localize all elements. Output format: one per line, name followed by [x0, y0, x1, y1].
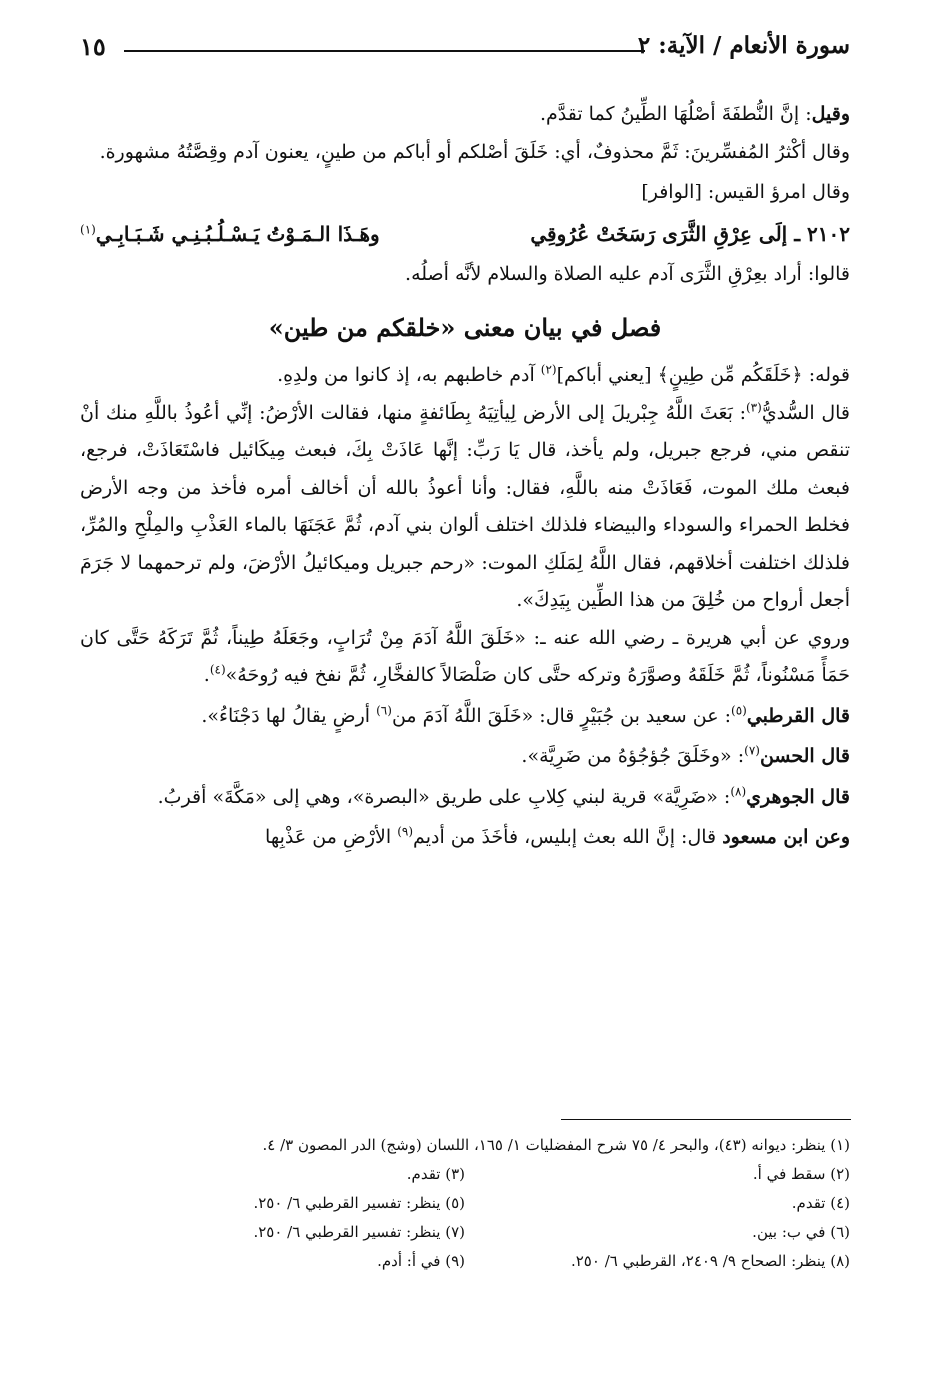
footnote-ref: (٨) — [730, 784, 747, 799]
page-number: ١٥ — [80, 32, 106, 61]
footnote-row — [80, 1160, 850, 1189]
header-rule — [124, 50, 645, 52]
paragraph: قوله: ﴿خَلَقَكُم مِّن طِينٍ﴾ [يعني أباكم]$^{(٢)}$ آدم خاطبهم به، إذ كانوا من ولدِهِ. — [277, 362, 850, 386]
section-heading: فصل في بيان معنى «خلقكم من طين» — [268, 313, 662, 342]
poetry-verse — [80, 212, 850, 256]
paragraph: وروي عن أبي هريرة ـ رضي الله عنه ـ: «خَلَقَ اللَّهُ آدَمَ مِنْ تُرَابٍ، وجَعَلَهُ طِيناً، ثُمَّ تَرَكَهُ حَتَّى كان حَمَأً مَسْنُوناً، ثُمَّ خَلَقَهُ وصوَّرَهُ وتركه حتَّى كان صَلْصَالاً كالفخَّارِ، ثُمَّ نفخ فيه رُوحَهُ»$^{(٤)}$. — [80, 626, 850, 686]
paragraph: وقال امرؤ القيس: [الوافر] — [641, 181, 850, 203]
footnote: (٩) في أ: أدم. — [377, 1252, 465, 1270]
verse-first-hemistich: ٢١٠٢ ـ إلَى عِرْقِ الثَّرَى رَسَخَتْ عُرُوقِي — [530, 221, 850, 246]
footnotes — [80, 1131, 850, 1276]
footnote-row — [80, 1218, 850, 1247]
footnote-separator — [561, 1119, 851, 1120]
footnote: (٥) ينظر: تفسير القرطبي ٦/ ٢٥٠. — [253, 1194, 465, 1212]
main-text — [80, 96, 850, 857]
footnote-ref: (٥) — [731, 703, 747, 718]
verse-number: ٢١٠٢ ـ — [794, 221, 850, 246]
paragraph: وعن ابن مسعود قال: إنَّ الله بعث إبليس، فأخَذَ من أديم$^{(٩)}$ الأرْضِ من عَذْبِها — [265, 824, 850, 848]
footnote: (١) ينظر: ديوانه (٤٣)، والبحر ٤/ ٧٥ شرح المفضليات ١/ ١٦٥، اللسان (وشج) الدر المصون ٣/ ٤. — [262, 1136, 850, 1154]
footnote-ref: (٦) — [376, 703, 392, 718]
verse-second-hemistich: وهَـذَا الـمَـوْتُ يَـسْـلُـبُـنِـي شَـبَـابِـي$^{(١)}$ — [80, 221, 380, 246]
footnote-ref: (٣) — [745, 400, 762, 415]
footnote: (٨) ينظر: الصحاح ٩/ ٢٤٠٩، القرطبي ٦/ ٢٥٠. — [570, 1252, 850, 1270]
footnote-ref: (٤) — [209, 662, 226, 677]
footnote-ref: (١) — [80, 221, 96, 236]
footnote-row — [80, 1189, 850, 1218]
paragraph: قال السُّديُّ$^{(٣)}$: بَعَثَ اللَّهُ جِبْريلَ إلى الأرض لِيأتِيَهُ بِطَائفةٍ منها، فقالت الأرْضُ: إنِّي أعُوذُ باللَّهِ منك أنْ تنقص مني، فرجع جبريل، ولم يأخذ، قال يَا رَبِّ: إنَّها عَاذَتْ بِكَ، فبعث مِيكَائيل فاسْتَعَاذَتْ، فرجع، فبعث ملك الموت، فَعَاذَتْ منه باللَّهِ، فقال: وأنا أعوذُ بالله أن أخالف أمره فأخذ من وجه الأرض فخلط الحمراء والسوداء والبيضاء فلذلك اختلف ألوان بني آدم، ثُمَّ عَجَنَهَا بالماء العَذْبِ والمِلْحِ والمُرِّ، فلذلك اختلفت أخلاقهم، فقال اللَّهُ لِمَلَكِ الموت: «رحم جبريل وميكائيلُ الأرْضَ، ولم ترحمهما لا جَرَمَ أجعل أرواح من خُلِقَ من هذا الطِّين بِيَدِكَ». — [80, 400, 851, 611]
footnote-row — [80, 1247, 850, 1276]
footnote: (٣) تقدم. — [406, 1165, 465, 1183]
paragraph: قالوا: أراد بعِرْقِ الثَّرَى آدم عليه الصلاة والسلام لأنَّه أصلُه. — [405, 262, 850, 285]
paragraph: قال الجوهري$^{(٨)}$: «ضَرِيَّة» قرية لبني كِلابِ على طريق «البصرة»، وهي إلى «مَكَّةَ» أقربُ. — [157, 784, 850, 808]
footnote: (٧) ينظر: تفسير القرطبي ٦/ ٢٥٠. — [253, 1223, 465, 1241]
footnote: (٤) تقدم. — [791, 1194, 850, 1212]
paragraph: قال الحسن$^{(٧)}$: «وخَلَقَ جُؤجُؤهُ من ضَرِيَّة». — [521, 743, 850, 767]
footnote: (٢) سقط في أ. — [752, 1165, 850, 1183]
footnote-ref: (٢) — [540, 362, 557, 377]
surah-title: سورة الأنعام / الآية: ٢ — [637, 32, 850, 59]
footnote-ref: (٩) — [397, 824, 414, 839]
paragraph: وقال أكْثرُ المُفسِّرينَ: ثَمَّ محذوفٌ، أي: خَلَقَ أصْلكم أو أباكم من طينٍ، يعنون آدم وقِصَّتُهُ مشهورة. — [99, 140, 850, 163]
footnote: (٦) في ب: بين. — [752, 1223, 850, 1241]
paragraph: قال القرطبي$^{(٥)}$: عن سعيد بن جُبَيْرٍ قال: «خَلَقَ اللَّهُ آدَمَ من$^{(٦)}$ أرضٍ يقالُ لها دَجْنَاءُ». — [201, 703, 850, 727]
page-header — [80, 30, 850, 74]
footnote-ref: (٧) — [744, 743, 760, 758]
paragraph: وقيل: إنَّ النُّطفَةَ أصْلُهَا الطِّينُ كما تقدَّم. — [539, 103, 850, 125]
